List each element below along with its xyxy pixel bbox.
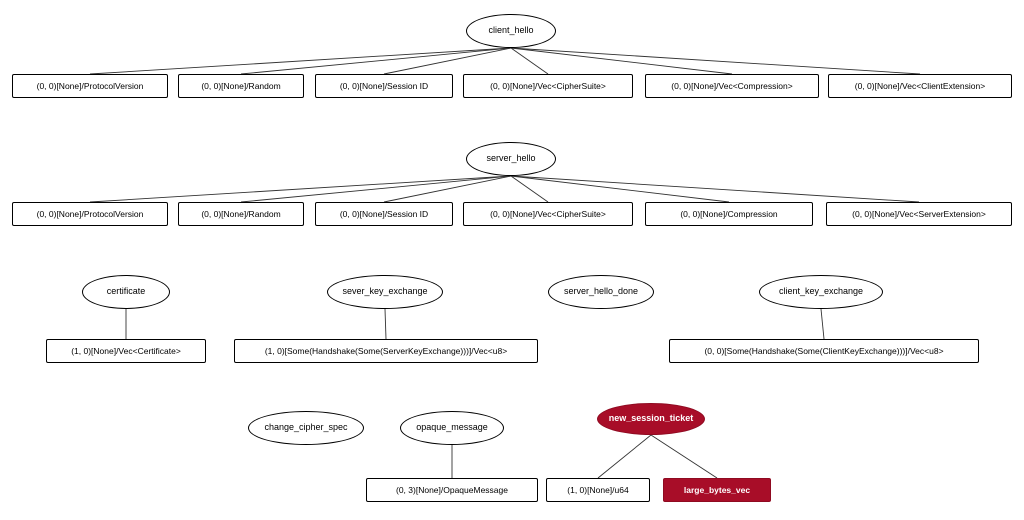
graph-node-ch5[interactable]: (0, 0)[None]/Vec<Compression> bbox=[645, 74, 819, 98]
graph-edge-server_hello-to-sh6 bbox=[511, 176, 919, 202]
graph-node-server_hello_done[interactable]: server_hello_done bbox=[548, 275, 654, 309]
graph-edge-server_hello-to-sh5 bbox=[511, 176, 729, 202]
graph-edge-new_session_ticket-to-nst2 bbox=[651, 435, 717, 478]
graph-node-sh5[interactable]: (0, 0)[None]/Compression bbox=[645, 202, 813, 226]
graph-node-ch3[interactable]: (0, 0)[None]/Session ID bbox=[315, 74, 453, 98]
graph-node-ch4[interactable]: (0, 0)[None]/Vec<CipherSuite> bbox=[463, 74, 633, 98]
graph-node-cke1[interactable]: (0, 0)[Some(Handshake(Some(ClientKeyExchange)))]/Vec<u8> bbox=[669, 339, 979, 363]
graph-node-certificate[interactable]: certificate bbox=[82, 275, 170, 309]
graph-node-client_key_exchange[interactable]: client_key_exchange bbox=[759, 275, 883, 309]
graph-node-nst1[interactable]: (1, 0)[None]/u64 bbox=[546, 478, 650, 502]
graph-node-ske1[interactable]: (1, 0)[Some(Handshake(Some(ServerKeyExchange)))]/Vec<u8> bbox=[234, 339, 538, 363]
graph-node-server_hello[interactable]: server_hello bbox=[466, 142, 556, 176]
graph-edge-client_key_exchange-to-cke1 bbox=[821, 309, 824, 339]
graph-node-sh2[interactable]: (0, 0)[None]/Random bbox=[178, 202, 304, 226]
graph-edge-new_session_ticket-to-nst1 bbox=[598, 435, 651, 478]
graph-edge-client_hello-to-ch2 bbox=[241, 48, 511, 74]
graph-node-ch6[interactable]: (0, 0)[None]/Vec<ClientExtension> bbox=[828, 74, 1012, 98]
graph-node-ch2[interactable]: (0, 0)[None]/Random bbox=[178, 74, 304, 98]
graph-node-change_cipher_spec[interactable]: change_cipher_spec bbox=[248, 411, 364, 445]
graph-node-opaque_message[interactable]: opaque_message bbox=[400, 411, 504, 445]
graph-node-ch1[interactable]: (0, 0)[None]/ProtocolVersion bbox=[12, 74, 168, 98]
graph-node-sh6[interactable]: (0, 0)[None]/Vec<ServerExtension> bbox=[826, 202, 1012, 226]
graph-edge-sever_key_exchange-to-ske1 bbox=[385, 309, 386, 339]
graph-node-client_hello[interactable]: client_hello bbox=[466, 14, 556, 48]
graph-node-sh1[interactable]: (0, 0)[None]/ProtocolVersion bbox=[12, 202, 168, 226]
graph-edge-client_hello-to-ch6 bbox=[511, 48, 920, 74]
graph-node-cert1[interactable]: (1, 0)[None]/Vec<Certificate> bbox=[46, 339, 206, 363]
graph-node-nst2[interactable]: large_bytes_vec bbox=[663, 478, 771, 502]
graph-node-om1[interactable]: (0, 3)[None]/OpaqueMessage bbox=[366, 478, 538, 502]
graph-node-new_session_ticket[interactable]: new_session_ticket bbox=[597, 403, 705, 435]
graph-node-sever_key_exchange[interactable]: sever_key_exchange bbox=[327, 275, 443, 309]
graph-node-sh4[interactable]: (0, 0)[None]/Vec<CipherSuite> bbox=[463, 202, 633, 226]
graph-node-sh3[interactable]: (0, 0)[None]/Session ID bbox=[315, 202, 453, 226]
graph-edge-client_hello-to-ch5 bbox=[511, 48, 732, 74]
graph-edge-server_hello-to-sh2 bbox=[241, 176, 511, 202]
